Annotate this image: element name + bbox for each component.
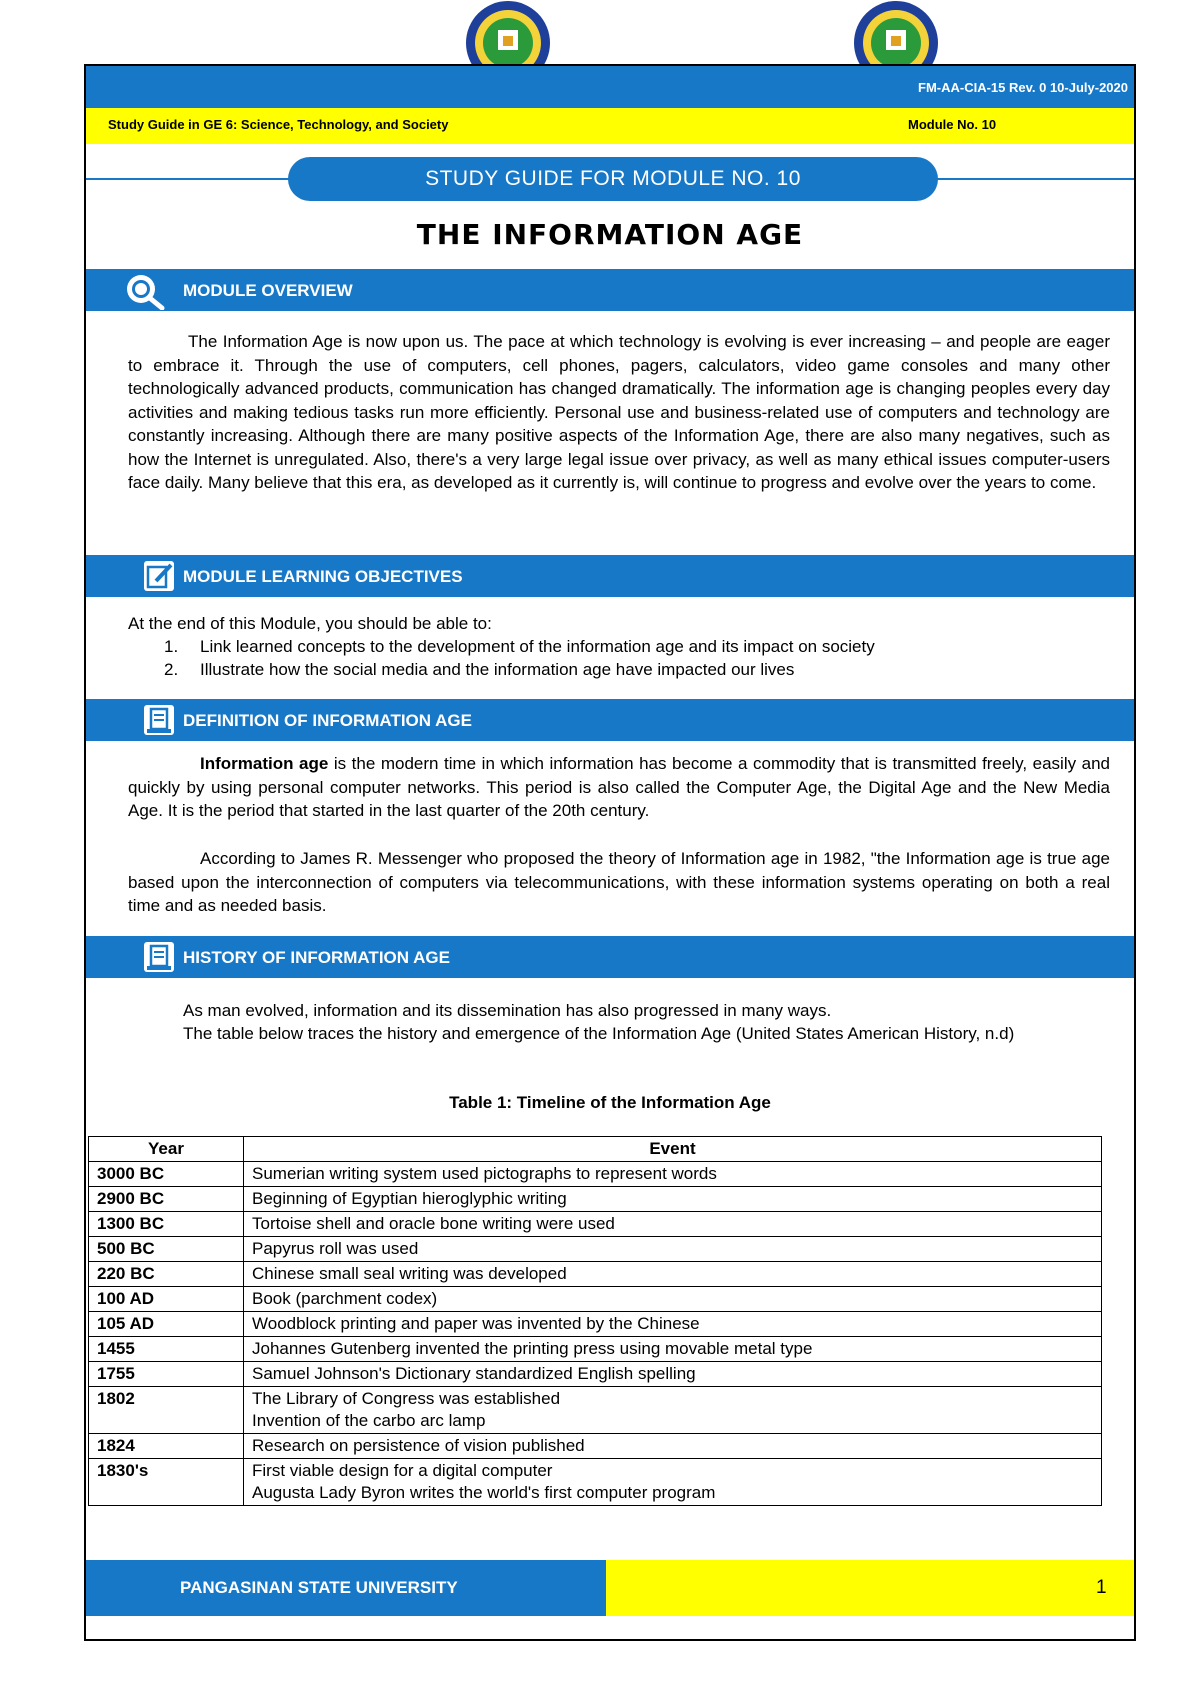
table-row	[89, 1362, 1102, 1387]
year-cell: 3000 BC	[89, 1162, 244, 1187]
year-cell: 2900 BC	[89, 1187, 244, 1212]
event-text: The Library of Congress was established	[252, 1389, 561, 1408]
event-text: Chinese small seal writing was developed	[252, 1264, 567, 1283]
overview-paragraph: The Information Age is now upon us. The pace at which technology is evolving is ever increasing – and people are eager to embrace it. Through the use of computers, cell phones, pagers, calculators, video game consoles and many other technologically advanced products, communication has changed dramatically. The information age is changing peoples every day activities and making tedious tasks run more efficiently. Personal use and business-related use of computers and technology are constantly increasing. Although there are many positive aspects of the Information Age, there are also many negatives, such as how the Internet is unregulated. Also, there's a very large legal issue over privacy, as well as many ethical issues computer-users face daily. Many believe that this era, as developed as it currently is, will continue to progress and evolve over the years to come.	[128, 332, 1110, 492]
objective-text: Illustrate how the social media and the information age have impacted our lives	[200, 660, 795, 679]
year-cell: 1455	[89, 1337, 244, 1362]
definition-heading: DEFINITION OF INFORMATION AGE	[183, 711, 472, 730]
event-text: Johannes Gutenberg invented the printing press using movable metal type	[252, 1339, 813, 1358]
definition-paragraph-1	[128, 752, 1110, 823]
footer-yellow-bar	[606, 1560, 1134, 1616]
table-row	[89, 1237, 1102, 1262]
timeline-table	[88, 1136, 1102, 1506]
definition-paragraph-2: According to James R. Messenger who proposed the theory of Information age in 1982, "the Information age is true age based upon the interconnection of computers via telecommunications, with these information systems operating on both a real time and as needed basis.	[128, 849, 1110, 915]
event-text: Tortoise shell and oracle bone writing were used	[252, 1214, 615, 1233]
objectives-heading: MODULE LEARNING OBJECTIVES	[183, 567, 463, 586]
year-cell: 220 BC	[89, 1262, 244, 1287]
event-text: Invention of the carbo arc lamp	[252, 1411, 486, 1430]
objectives-intro: At the end of this Module, you should be able to:	[128, 614, 492, 633]
study-guide-banner: STUDY GUIDE FOR MODULE NO. 10	[288, 157, 938, 201]
year-cell: 100 AD	[89, 1287, 244, 1312]
event-text: Book (parchment codex)	[252, 1289, 438, 1308]
year-cell: 105 AD	[89, 1312, 244, 1337]
table-row	[89, 1337, 1102, 1362]
event-cell	[244, 1362, 1102, 1387]
event-cell	[244, 1237, 1102, 1262]
table-row	[89, 1162, 1102, 1187]
year-cell: 1755	[89, 1362, 244, 1387]
page-title: THE INFORMATION AGE	[416, 218, 804, 251]
document-icon	[144, 705, 174, 735]
event-cell	[244, 1187, 1102, 1212]
history-paragraph-2: The table below traces the history and emergence of the Information Age (United States American History, n.d)	[183, 1024, 1015, 1043]
year-cell: 1300 BC	[89, 1212, 244, 1237]
objective-number: 1.	[164, 637, 179, 656]
table-row	[89, 1262, 1102, 1287]
event-cell	[244, 1434, 1102, 1459]
table-header-row	[89, 1137, 1102, 1162]
event-text: Sumerian writing system used pictographs to represent words	[252, 1164, 717, 1183]
timeline-table-body	[89, 1162, 1102, 1506]
overview-heading: MODULE OVERVIEW	[183, 281, 353, 300]
event-cell	[244, 1337, 1102, 1362]
year-cell: 1802	[89, 1387, 244, 1434]
form-code: FM-AA-CIA-15 Rev. 0 10-July-2020	[918, 80, 1128, 95]
table-caption: Table 1: Timeline of the Information Age	[449, 1093, 771, 1112]
table-row	[89, 1212, 1102, 1237]
table-row	[89, 1287, 1102, 1312]
defined-term: Information age	[200, 754, 329, 773]
year-cell: 500 BC	[89, 1237, 244, 1262]
event-text: Augusta Lady Byron writes the world's first computer program	[252, 1483, 716, 1502]
event-cell	[244, 1162, 1102, 1187]
event-cell	[244, 1212, 1102, 1237]
document-icon	[144, 942, 174, 972]
event-column-header: Event	[244, 1137, 1102, 1162]
search-icon	[124, 272, 166, 315]
page-number: 1	[1096, 1577, 1107, 1598]
university-name: PANGASINAN STATE UNIVERSITY	[180, 1578, 458, 1597]
history-paragraph-1: As man evolved, information and its dissemination has also progressed in many ways.	[183, 1001, 832, 1020]
history-heading: HISTORY OF INFORMATION AGE	[183, 948, 450, 967]
table-row	[89, 1187, 1102, 1212]
event-cell	[244, 1387, 1102, 1434]
event-text: Samuel Johnson's Dictionary standardized English spelling	[252, 1364, 696, 1383]
definition-text: is the modern time in which information has become a commodity that is transmitted freely, easily and quickly by using personal computer networks. This period is also called the Computer Age, the Digital Age and the New Media Age. It is the period that started in the last quarter of the 20th century.	[128, 754, 1110, 820]
table-row	[89, 1459, 1102, 1506]
event-text: First viable design for a digital computer	[252, 1461, 553, 1480]
table-row	[89, 1434, 1102, 1459]
table-row	[89, 1312, 1102, 1337]
banner-line-left	[86, 178, 292, 180]
table-row	[89, 1387, 1102, 1434]
event-text: Research on persistence of vision published	[252, 1436, 585, 1455]
event-text: Woodblock printing and paper was invented by the Chinese	[252, 1314, 700, 1333]
banner-line-right	[934, 178, 1134, 180]
year-cell: 1830's	[89, 1459, 244, 1506]
event-cell	[244, 1287, 1102, 1312]
objective-item	[164, 658, 1064, 682]
event-cell	[244, 1262, 1102, 1287]
objective-item	[164, 635, 1064, 659]
pencil-edit-icon	[144, 561, 174, 591]
module-number: Module No. 10	[908, 117, 997, 132]
event-text: Beginning of Egyptian hieroglyphic writing	[252, 1189, 567, 1208]
event-cell	[244, 1312, 1102, 1337]
objective-number: 2.	[164, 660, 179, 679]
year-column-header: Year	[89, 1137, 244, 1162]
event-text: Papyrus roll was used	[252, 1239, 419, 1258]
course-title: Study Guide in GE 6: Science, Technology, and Society	[108, 117, 449, 132]
year-cell: 1824	[89, 1434, 244, 1459]
objective-text: Link learned concepts to the development of the information age and its impact on society	[200, 637, 875, 656]
event-cell	[244, 1459, 1102, 1506]
